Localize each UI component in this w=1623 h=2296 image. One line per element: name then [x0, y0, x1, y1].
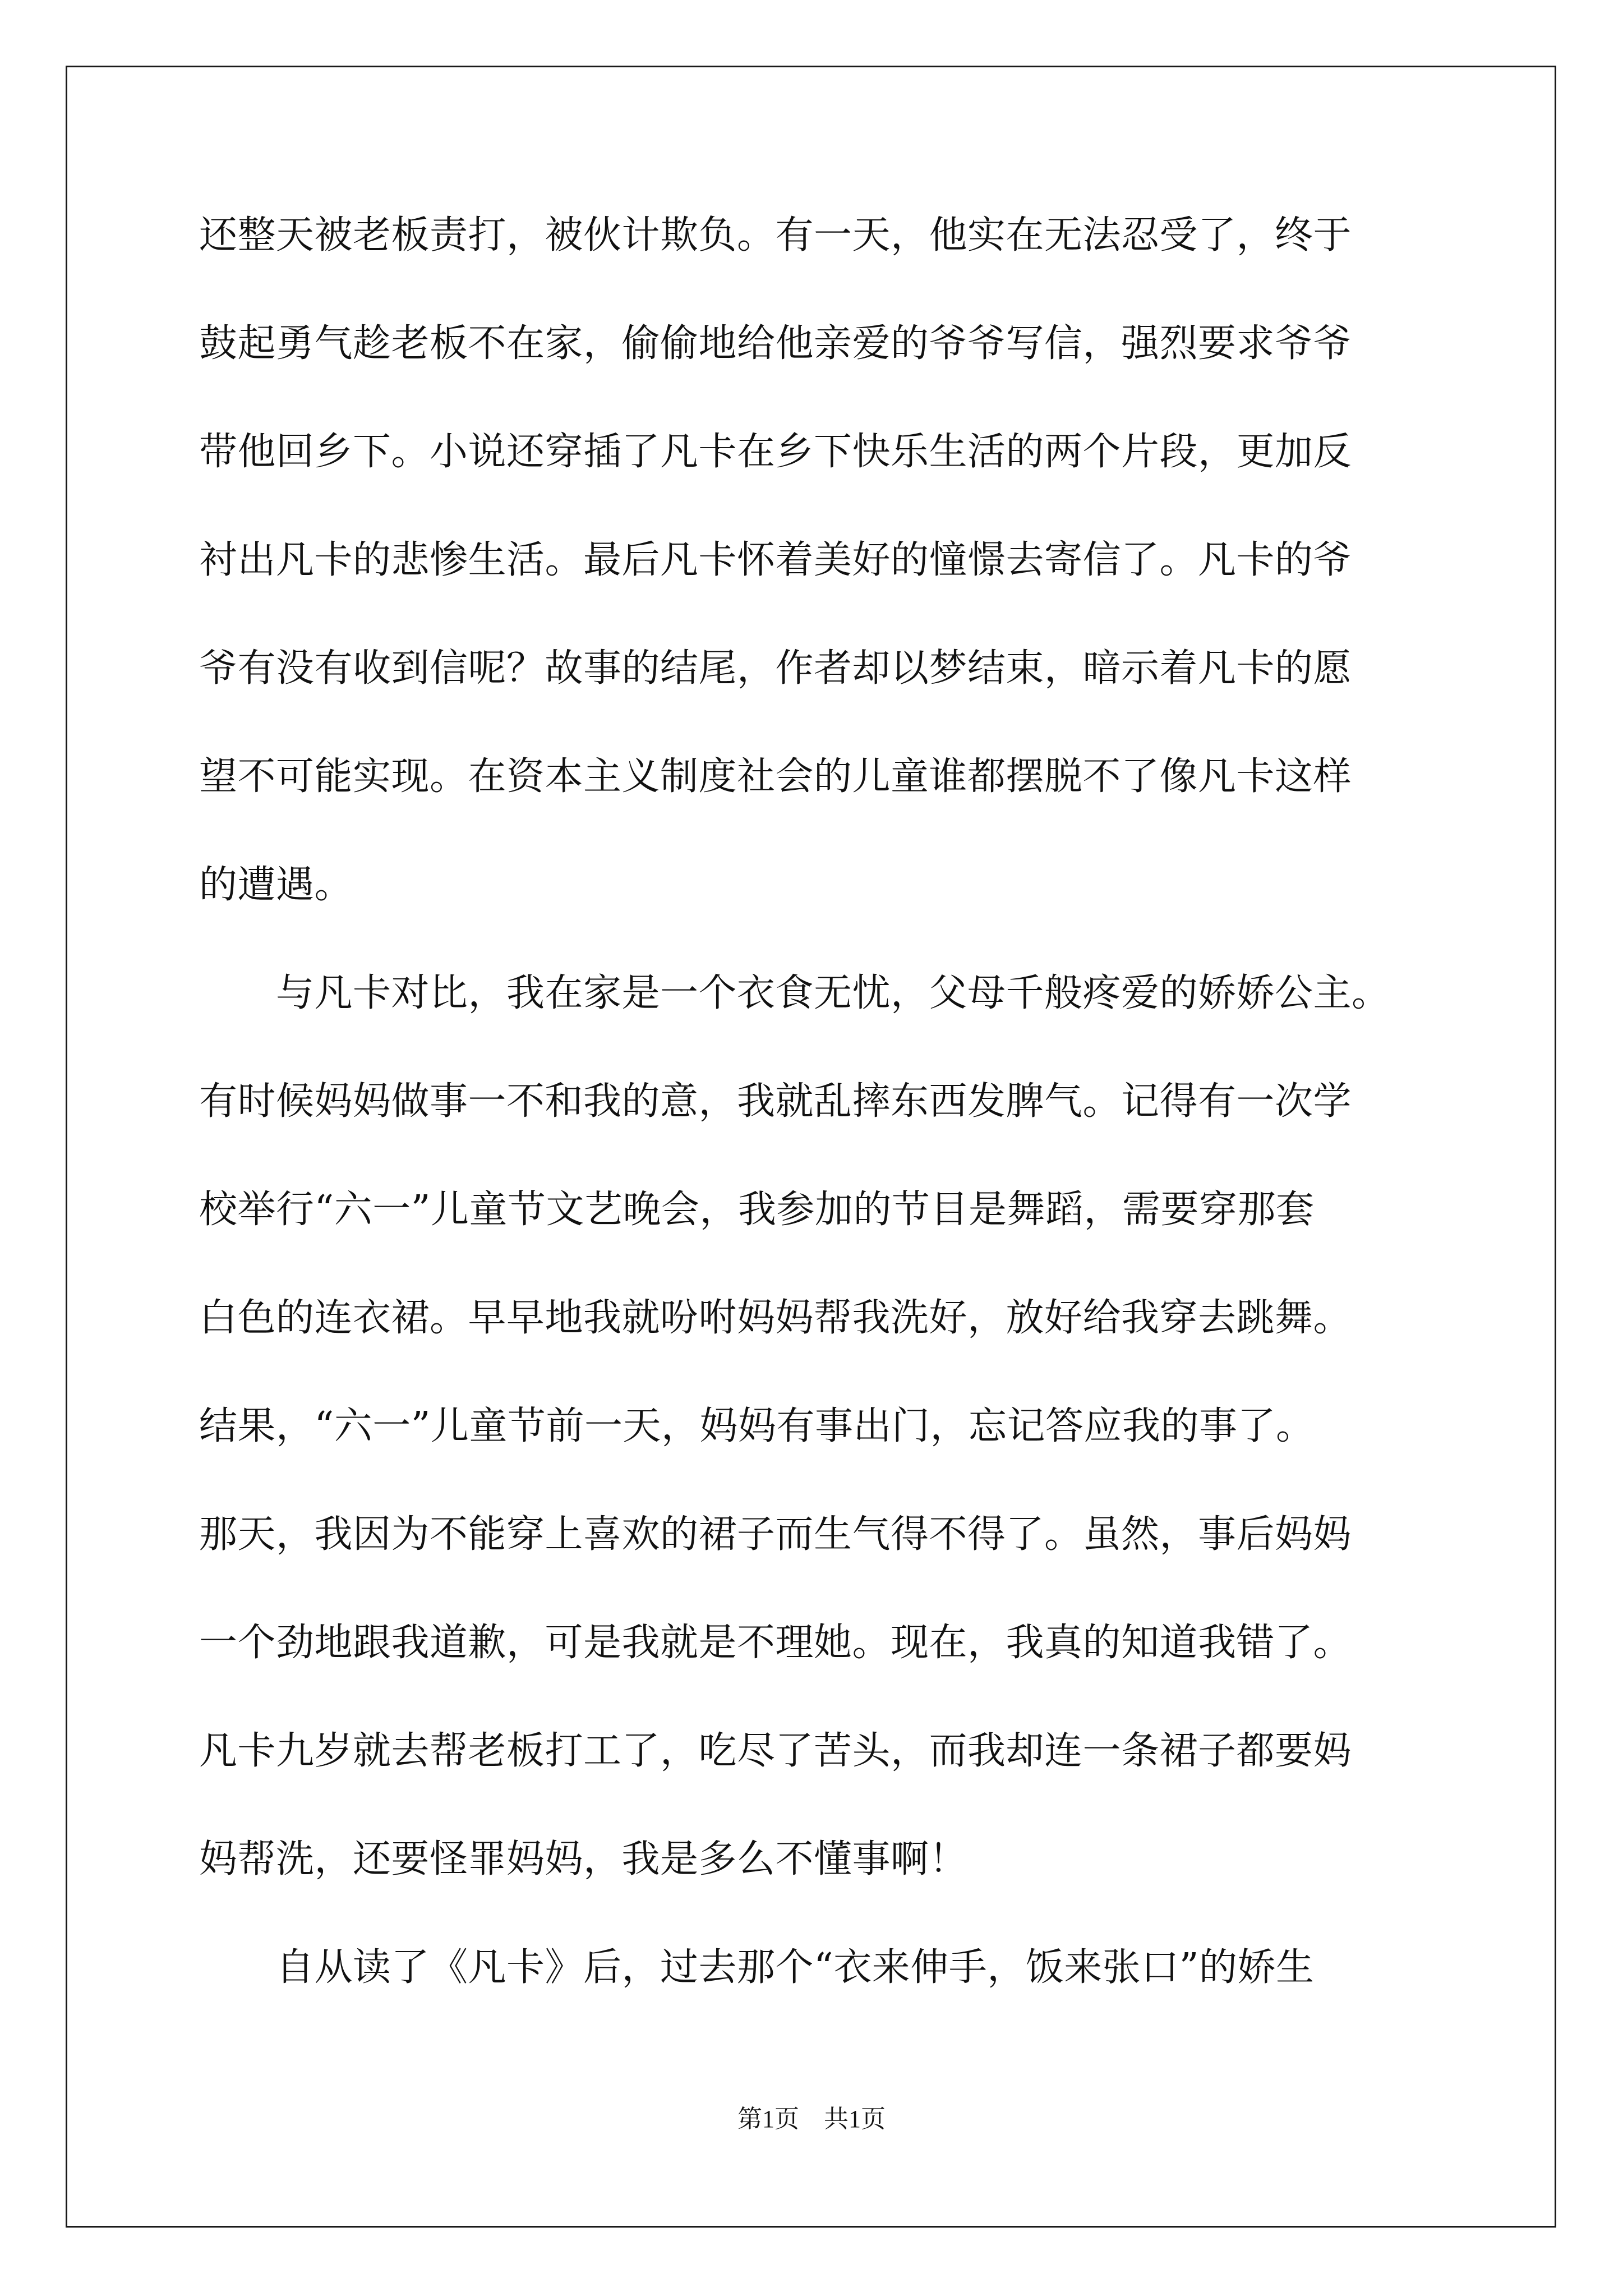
text-line: 自从读了《凡卡》后，过去那个“衣来伸手，饭来张口”的娇生	[199, 1945, 1315, 1990]
text-line: 望不可能实现。在资本主义制度社会的儿童谁都摆脱不了像凡卡这样	[199, 754, 1352, 799]
text-line: 结果，“六一”儿童节前一天，妈妈有事出门，忘记答应我的事了。	[199, 1404, 1315, 1448]
page-number-footer: 第1页 共1页	[737, 2105, 886, 2133]
text-line: 一个劲地跟我道歉，可是我就是不理她。现在，我真的知道我错了。	[199, 1621, 1352, 1665]
text-line: 还整天被老板责打，被伙计欺负。有一天，他实在无法忍受了，终于	[199, 213, 1352, 257]
text-line: 鼓起勇气趁老板不在家，偷偷地给他亲爱的爷爷写信，强烈要求爷爷	[199, 321, 1352, 366]
text-line: 与凡卡对比，我在家是一个衣食无忧，父母千般疼爱的娇娇公主。	[199, 971, 1390, 1015]
text-line: 有时候妈妈做事一不和我的意，我就乱摔东西发脾气。记得有一次学	[199, 1079, 1352, 1124]
text-line: 校举行“六一”儿童节文艺晚会，我参加的节目是舞蹈，需要穿那套	[199, 1188, 1315, 1232]
text-line: 那天，我因为不能穿上喜欢的裙子而生气得不得了。虽然，事后妈妈	[199, 1512, 1352, 1557]
text-line: 白色的连衣裙。早早地我就吩咐妈妈帮我洗好，放好给我穿去跳舞。	[199, 1296, 1352, 1340]
text-line: 的遭遇。	[199, 863, 353, 907]
text-line: 爷有没有收到信呢？故事的结尾，作者却以梦结束，暗示着凡卡的愿	[199, 646, 1352, 691]
text-line: 带他回乡下。小说还穿插了凡卡在乡下快乐生活的两个片段，更加反	[199, 430, 1352, 474]
text-line: 妈帮洗，还要怪罪妈妈，我是多么不懂事啊！	[199, 1837, 968, 1881]
page-border	[66, 66, 1556, 2228]
text-line: 衬出凡卡的悲惨生活。最后凡卡怀着美好的憧憬去寄信了。凡卡的爷	[199, 538, 1352, 582]
text-line: 凡卡九岁就去帮老板打工了，吃尽了苦头，而我却连一条裙子都要妈	[199, 1729, 1352, 1773]
